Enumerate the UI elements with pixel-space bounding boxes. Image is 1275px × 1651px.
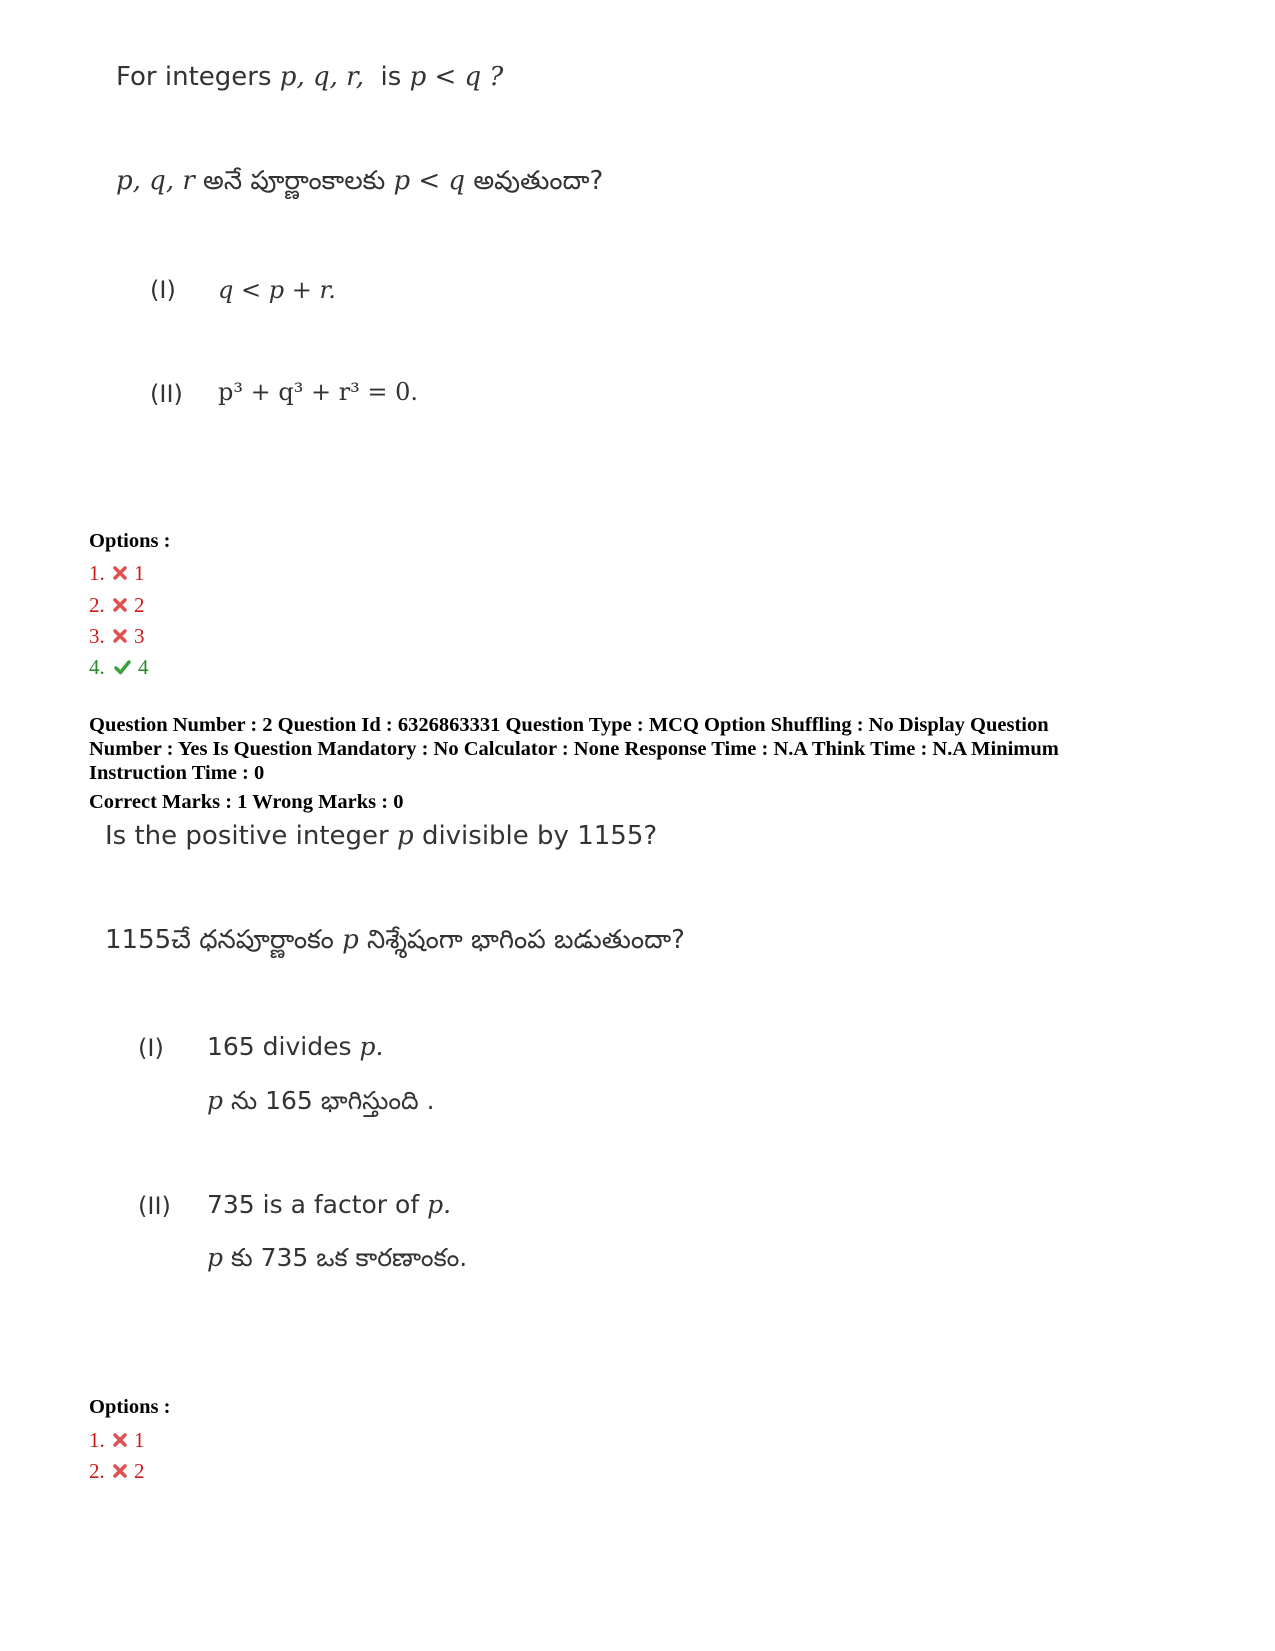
q1-statement-2-label: (II)	[150, 380, 183, 408]
q2-telugu-a: 1155చే ధనపూర్ణాంకం	[105, 925, 334, 955]
q2-statement-2-label: (II)	[138, 1192, 171, 1220]
q2-s2-text: 735 is a factor of	[207, 1190, 420, 1219]
q2-telugu-stem	[105, 925, 685, 961]
q1-stem	[116, 62, 503, 92]
q2-s2-tel-var: p	[207, 1243, 224, 1272]
q1-telugu-end: అవుతుందా?	[473, 166, 604, 196]
q2-stem	[105, 821, 657, 851]
option-number: 3.	[89, 624, 105, 648]
cross-icon	[112, 597, 128, 613]
q1-option-1	[89, 561, 145, 586]
q1-option-3	[89, 624, 145, 649]
q2-option-1	[89, 1428, 145, 1453]
q2-stem-a: Is the positive integer	[105, 821, 389, 851]
q1-telugu-ineq: p < q	[393, 166, 466, 196]
option-value: 2	[134, 1459, 145, 1483]
option-value: 2	[134, 593, 145, 617]
option-number: 2.	[89, 593, 105, 617]
q2-statement-1-telugu	[207, 1086, 435, 1122]
q2-telugu-b: నిశ్శేషంగా భాగింప బడుతుందా?	[367, 925, 685, 955]
option-value: 1	[134, 1428, 145, 1452]
cross-icon	[112, 1463, 128, 1479]
q2-statement-2	[207, 1190, 451, 1219]
option-value: 4	[138, 655, 149, 679]
check-icon	[112, 659, 132, 675]
q2-statement-2-telugu	[207, 1243, 467, 1279]
cross-icon	[112, 628, 128, 644]
q1-telugu-vars: p, q, r	[116, 166, 195, 196]
q2-s1-tel-text: ను 165 భాగిస్తుంది .	[230, 1086, 435, 1115]
option-value: 3	[134, 624, 145, 648]
q2-meta-line-2: Number : Yes Is Question Mandatory : No Calculator : None Response Time : N.A Think Time : N.A Minimum	[89, 738, 1059, 760]
q2-statement-1	[207, 1032, 383, 1061]
option-number: 1.	[89, 561, 105, 585]
q2-option-2	[89, 1459, 145, 1484]
q1-option-2	[89, 593, 145, 618]
q2-statement-1-label: (I)	[138, 1034, 164, 1062]
q2-stem-var: p	[397, 821, 414, 851]
cross-icon	[112, 565, 128, 581]
q1-telugu-stem	[116, 166, 603, 202]
q2-s1-text: 165 divides	[207, 1032, 352, 1061]
q1-stem-ineq: p < q ?	[409, 62, 504, 92]
q1-statement-1-label: (I)	[150, 276, 176, 304]
q1-stem-vars: p, q, r,	[279, 62, 364, 92]
q2-s2-var: p.	[427, 1190, 452, 1219]
q2-s1-tel-var: p	[207, 1086, 224, 1115]
q2-s1-var: p.	[359, 1032, 384, 1061]
q2-telugu-var: p	[342, 925, 359, 955]
option-number: 2.	[89, 1459, 105, 1483]
q2-options-heading: Options :	[89, 1396, 171, 1418]
q2-meta-line-3: Instruction Time : 0	[89, 762, 265, 784]
option-number: 4.	[89, 655, 105, 679]
q1-statement-1: q < p + r.	[218, 276, 336, 304]
q2-meta-line-1: Question Number : 2 Question Id : 6326863331 Question Type : MCQ Option Shuffling : No Display Question	[89, 714, 1049, 736]
q2-s2-tel-text: కు 735 ఒక కారణాంకం.	[230, 1243, 468, 1272]
q1-option-4	[89, 655, 149, 680]
q2-marks: Correct Marks : 1 Wrong Marks : 0	[89, 791, 404, 813]
q1-stem-prefix: For integers	[116, 62, 272, 92]
q1-stem-is: is	[380, 62, 402, 92]
cross-icon	[112, 1432, 128, 1448]
q1-options-heading: Options :	[89, 530, 171, 552]
q1-statement-2: p³ + q³ + r³ = 0.	[218, 378, 419, 406]
option-value: 1	[134, 561, 145, 585]
q1-telugu-mid: అనే పూర్ణాంకాలకు	[203, 166, 386, 196]
q2-stem-b: divisible by 1155?	[421, 821, 658, 851]
option-number: 1.	[89, 1428, 105, 1452]
